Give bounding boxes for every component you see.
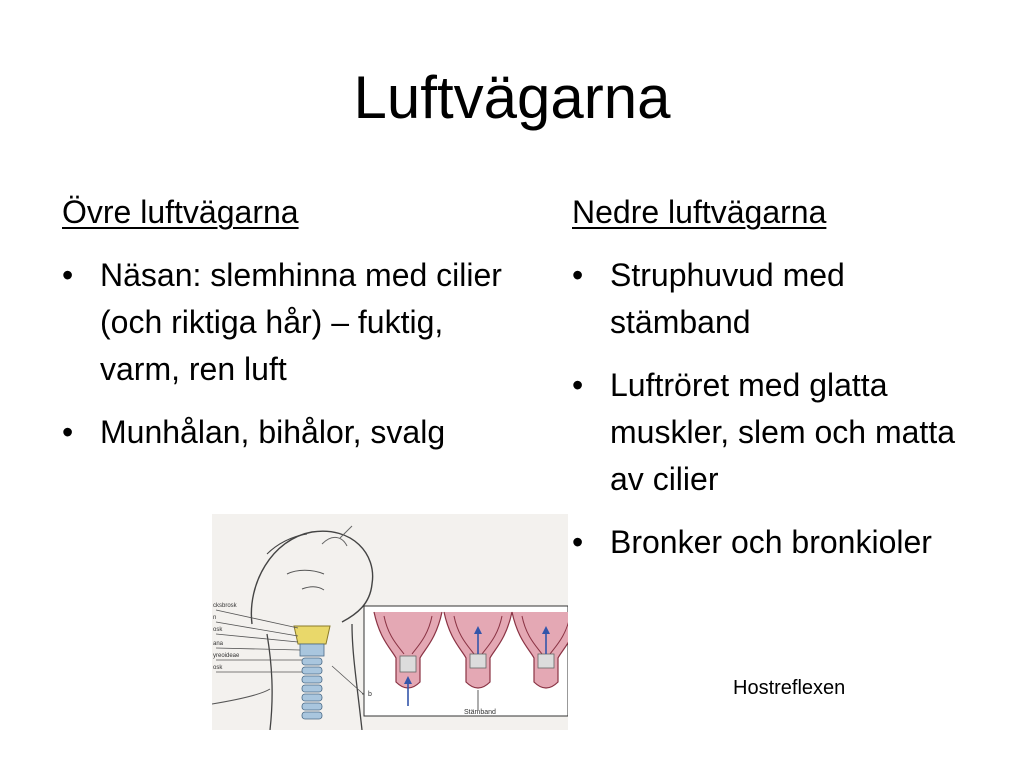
bullet-item: • Bronker och bronkioler (572, 519, 992, 566)
bullet-item: • Struphuvud med stämband (572, 252, 992, 346)
anatomy-illustration (212, 514, 568, 730)
panel-label: b (368, 691, 372, 698)
figure-caption: Hostreflexen (733, 677, 846, 699)
right-bullet-list (572, 252, 992, 566)
figure-label: ana (213, 641, 224, 647)
figure-label: n (213, 615, 217, 621)
anatomy-drawing (212, 514, 568, 730)
bullet-item: • Näsan: slemhinna med cilier (och riktiga hår) – fuktig, varm, ren luft (62, 252, 502, 393)
bullet-item: • Luftröret med glatta muskler, slem och matta av cilier (572, 362, 992, 503)
left-column (62, 190, 502, 472)
right-column (572, 190, 992, 582)
head-outline (251, 531, 372, 624)
left-bullet-list (62, 252, 502, 456)
slide-title: Luftvägarna (353, 64, 671, 131)
right-column-heading: Nedre luftvägarna (572, 194, 827, 230)
bullet-item: • Munhålan, bihålor, svalg (62, 409, 502, 456)
figure-label: osk (213, 665, 223, 671)
figure-label: osk (213, 627, 223, 633)
figure-label: yreoideae (213, 653, 240, 659)
trachea-rings (302, 658, 322, 719)
left-column-heading: Övre luftvägarna (62, 194, 299, 230)
figure-label: cksbrosk (213, 603, 237, 609)
vocal-cord-label: Stämband (464, 709, 496, 716)
